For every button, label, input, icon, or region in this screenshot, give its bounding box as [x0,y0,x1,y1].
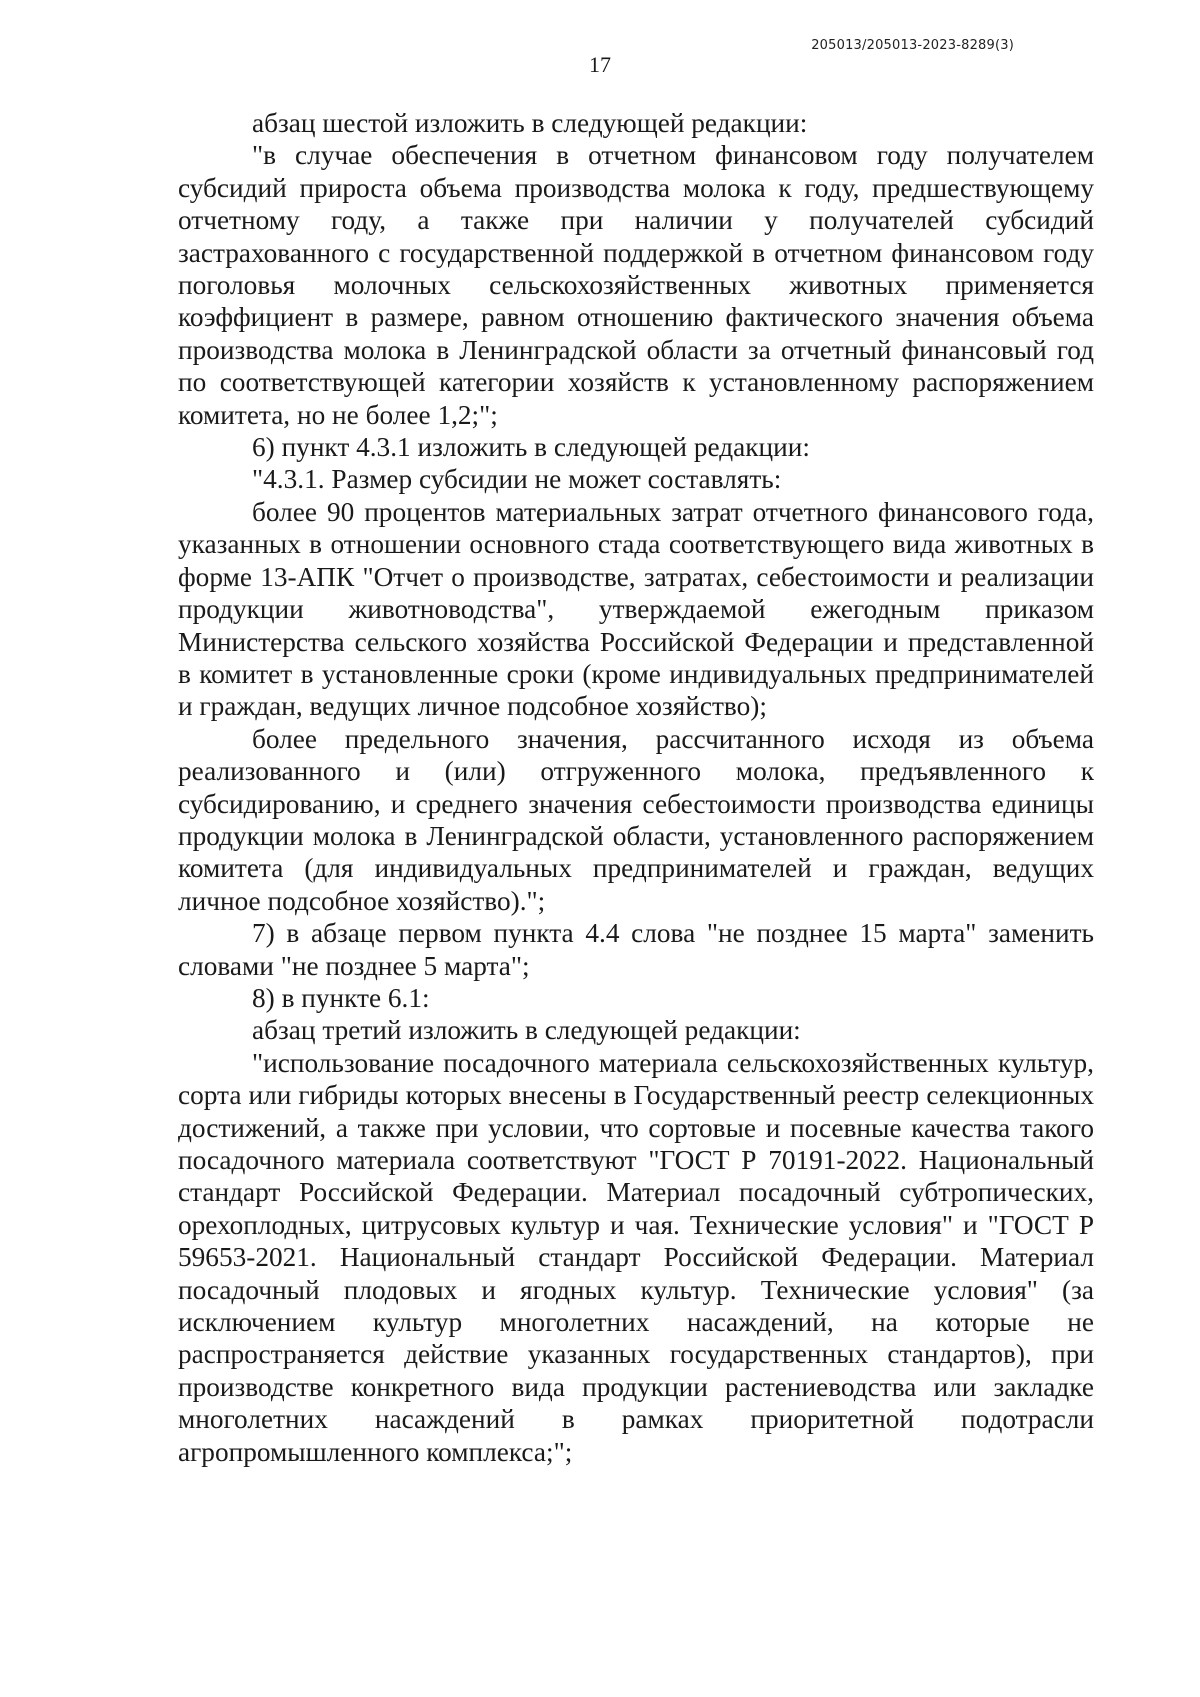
document-body [178,107,1094,1468]
document-id: 205013/205013-2023-8289(3) [811,38,1014,53]
paragraph-5: более 90 процентов материальных затрат отчетного финансового года, указанных в отношении основного стада соответствующего вида животных в форме 13-АПК "Отчет о производстве, затратах, себестоимости и реализации продукции животноводства", утверждаемой ежегодным приказом Министерства сельского хозяйства Российской Федерации и представленной в комитет в установленные сроки (кроме индивидуальных предпринимателей и граждан, ведущих личное подсобное хозяйство); [178,496,1094,722]
paragraph-4: "4.3.1. Размер субсидии не может составлять: [252,464,782,495]
paragraph-2: "в случае обеспечения в отчетном финансовом году получателем субсидий прироста объема производства молока к году, предшествующему отчетному году, а также при наличии у получателей субсидий застрахованного с государственной поддержкой в отчетном финансовом году поголовья молочных сельскохозяйственных животных применяется коэффициент в размере, равном отношению фактического значения объема производства молока в Ленинградской области за отчетный финансовый год по соответствующей категории хозяйств к установленному распоряжением комитета, но не более 1,2;"; [178,140,1094,430]
paragraph-9: абзац третий изложить в следующей редакции: [252,1015,801,1046]
paragraph-8: 8) в пункте 6.1: [252,982,430,1013]
page-number: 17 [589,52,611,77]
paragraph-6: более предельного значения, рассчитанного исходя из объема реализованного и (или) отгруженного молока, предъявленного к субсидированию, и среднего значения себестоимости производства единицы продукции молока в Ленинградской области, установленного распоряжением комитета (для индивидуальных предпринимателей и граждан, ведущих личное подсобное хозяйство)."; [178,723,1094,916]
paragraph-3: 6) пункт 4.3.1 изложить в следующей редакции: [252,432,810,463]
paragraph-10: "использование посадочного материала сельскохозяйственных культур, сорта или гибриды которых внесены в Государственный реестр селекционных достижений, а также при условии, что сортовые и посевные качества такого посадочного материала соответствуют "ГОСТ Р 70191-2022. Национальный стандарт Российской Федерации. Материал посадочный субтропических, орехоплодных, цитрусовых культур и чая. Технические условия" и "ГОСТ Р 59653-2021. Национальный стандарт Российской Федерации. Материал посадочный плодовых и ягодных культур. Технические условия" (за исключением культур многолетних насаждений, на которые не распространяется действие указанных государственных стандартов), при производстве конкретного вида продукции растениеводства или закладке многолетних насаждений в рамках приоритетной подотрасли агропромышленного комплекса;"; [178,1047,1094,1467]
paragraph-1: абзац шестой изложить в следующей редакции: [252,108,808,138]
paragraph-7: 7) в абзаце первом пункта 4.4 слова "не позднее 15 марта" заменить словами "не позднее 5 марта"; [178,918,1094,981]
